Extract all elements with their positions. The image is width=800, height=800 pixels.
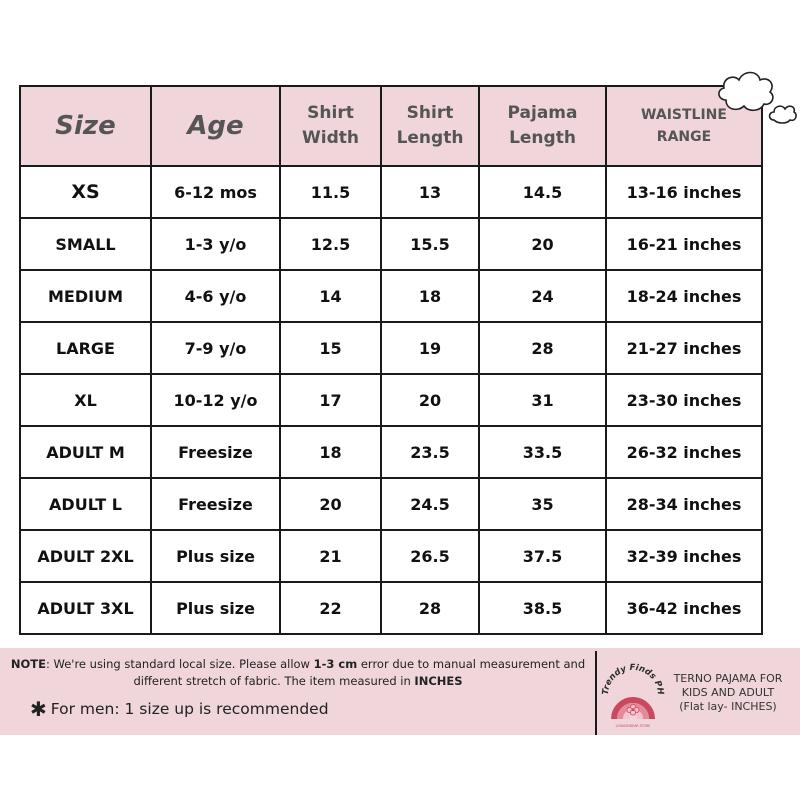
header-shirt-width	[280, 86, 381, 166]
cell-waistline: 28-34 inches	[606, 478, 762, 530]
note-label: NOTE	[10, 657, 46, 671]
cell-waistline: 16-21 inches	[606, 218, 762, 270]
header-pajama-length-line1: Pajama	[507, 103, 578, 123]
cell-shirt-length: 13	[381, 166, 479, 218]
header-waistline-line1: WAISTLINE	[641, 107, 727, 123]
men-recommendation-text: For men: 1 size up is recommended	[50, 700, 329, 718]
cell-shirt-width: 18	[280, 426, 381, 478]
cell-shirt-width: 22	[280, 582, 381, 634]
footer-note-panel	[0, 648, 800, 735]
cell-shirt-width: 14	[280, 270, 381, 322]
cell-shirt-length: 26.5	[381, 530, 479, 582]
table-row	[20, 166, 762, 218]
measurement-note	[8, 656, 588, 690]
cell-shirt-length: 20	[381, 374, 479, 426]
cell-age: Plus size	[151, 530, 280, 582]
table-row	[20, 426, 762, 478]
cell-pajama-length: 33.5	[479, 426, 606, 478]
table-row	[20, 582, 762, 634]
note-text-2: error due to manual measurement and different stretch of fabric. The item measured in	[133, 657, 586, 688]
cell-size: ADULT M	[20, 426, 151, 478]
cell-age: 10-12 y/o	[151, 374, 280, 426]
cell-shirt-length: 24.5	[381, 478, 479, 530]
table-row	[20, 270, 762, 322]
table-row	[20, 218, 762, 270]
footer-divider	[595, 651, 597, 735]
cell-pajama-length: 38.5	[479, 582, 606, 634]
svg-text:Trendy Finds PH	[601, 663, 665, 695]
table-row	[20, 478, 762, 530]
cell-shirt-width: 11.5	[280, 166, 381, 218]
cell-waistline: 18-24 inches	[606, 270, 762, 322]
header-age: Age	[151, 86, 280, 166]
cloud-icon	[712, 62, 798, 132]
note-text-1: : We're using standard local size. Please allow	[45, 657, 314, 671]
cell-size: ADULT L	[20, 478, 151, 530]
cell-size: XL	[20, 374, 151, 426]
logo-tagline: LOUNGEWEAR STORE	[615, 724, 651, 728]
cell-pajama-length: 35	[479, 478, 606, 530]
header-shirt-width-line1: Shirt	[307, 103, 354, 123]
cell-pajama-length: 14.5	[479, 166, 606, 218]
cell-age: Plus size	[151, 582, 280, 634]
flower-center	[632, 708, 635, 711]
note-bold-inches: INCHES	[414, 674, 463, 688]
cell-shirt-length: 18	[381, 270, 479, 322]
brand-logo	[600, 655, 666, 729]
cell-waistline: 36-42 inches	[606, 582, 762, 634]
logo-brand-text: Trendy Finds PH	[600, 662, 666, 696]
cell-age: 6-12 mos	[151, 166, 280, 218]
cell-age: 4-6 y/o	[151, 270, 280, 322]
cell-size: LARGE	[20, 322, 151, 374]
header-waistline-line2: RANGE	[656, 129, 712, 145]
header-shirt-length	[381, 86, 479, 166]
cell-shirt-width: 17	[280, 374, 381, 426]
table-row	[20, 374, 762, 426]
header-shirt-length-line1: Shirt	[406, 103, 454, 123]
cell-waistline: 23-30 inches	[606, 374, 762, 426]
cell-size: SMALL	[20, 218, 151, 270]
cell-waistline: 21-27 inches	[606, 322, 762, 374]
header-pajama-length-line2: Length	[509, 128, 576, 148]
cell-pajama-length: 31	[479, 374, 606, 426]
header-size: Size	[20, 86, 151, 166]
product-title: TERNO PAJAMA FOR KIDS AND ADULT (Flat lay- INCHES)	[673, 672, 783, 713]
size-chart-table	[19, 85, 763, 635]
cell-age: Freesize	[151, 426, 280, 478]
cell-size: XS	[20, 166, 151, 218]
cell-waistline: 32-39 inches	[606, 530, 762, 582]
cell-pajama-length: 28	[479, 322, 606, 374]
cell-pajama-length: 37.5	[479, 530, 606, 582]
cell-shirt-width: 20	[280, 478, 381, 530]
header-pajama-length	[479, 86, 606, 166]
cell-pajama-length: 20	[479, 218, 606, 270]
note-bold-cm: 1-3 cm	[313, 657, 358, 671]
cell-shirt-length: 28	[381, 582, 479, 634]
table-row	[20, 530, 762, 582]
cell-shirt-width: 15	[280, 322, 381, 374]
cell-size: ADULT 2XL	[20, 530, 151, 582]
cell-shirt-length: 23.5	[381, 426, 479, 478]
cell-shirt-width: 12.5	[280, 218, 381, 270]
cell-waistline: 26-32 inches	[606, 426, 762, 478]
cell-shirt-length: 15.5	[381, 218, 479, 270]
men-recommendation	[30, 697, 329, 721]
header-shirt-width-line2: Width	[302, 128, 359, 148]
cell-shirt-length: 19	[381, 322, 479, 374]
asterisk-icon: ✱	[30, 697, 47, 721]
cell-size: MEDIUM	[20, 270, 151, 322]
cell-age: 1-3 y/o	[151, 218, 280, 270]
cell-shirt-width: 21	[280, 530, 381, 582]
cell-pajama-length: 24	[479, 270, 606, 322]
cell-age: 7-9 y/o	[151, 322, 280, 374]
cell-waistline: 13-16 inches	[606, 166, 762, 218]
header-row	[20, 86, 762, 166]
table-row	[20, 322, 762, 374]
cell-size: ADULT 3XL	[20, 582, 151, 634]
cell-age: Freesize	[151, 478, 280, 530]
header-shirt-length-line2: Length	[396, 128, 464, 148]
